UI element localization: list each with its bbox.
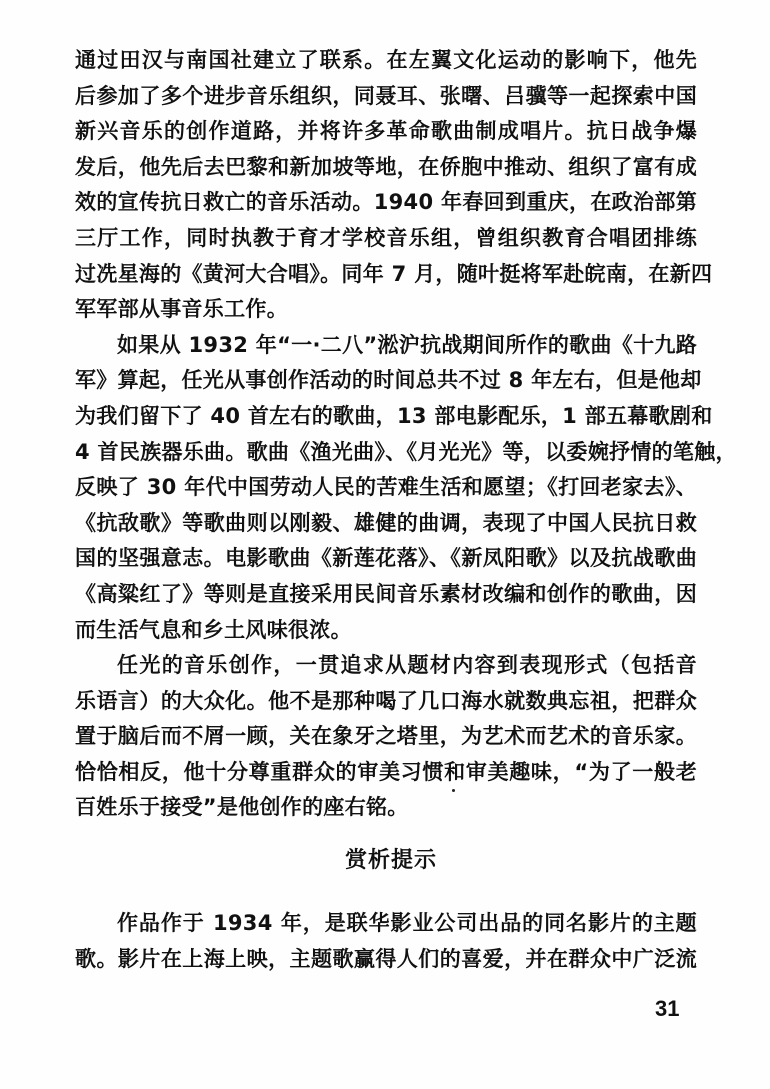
text-line: 新兴音乐的创作道路，并将许多革命歌曲制成唱片。抗日战争爆 [75,119,697,144]
text-line: 通过田汉与南国社建立了联系。在左翼文化运动的影响下，他先 [75,48,697,72]
text-line: 任光的音乐创作，一贯追求从题材内容到表现形式（包括音 [117,653,697,678]
biography-text [75,43,737,826]
paragraph-1 [75,43,713,328]
text-line: 4 首民族器乐曲。歌曲《渔光曲》、《月光光》等，以委婉抒情的笔触， [75,439,737,464]
text-line: 为我们留下了 40 首左右的歌曲，13 部电影配乐，1 部五幕歌剧和 [75,403,713,428]
section-heading: 赏析提示 [344,848,437,873]
paragraph-3 [75,648,697,826]
paragraph-2 [75,328,737,648]
text-line: 三厅工作，同时执教于育才学校音乐组，曾组织教育合唱团排练 [75,225,697,250]
text-line: 《抗敌歌》等歌曲则以刚毅、雄健的曲调，表现了中国人民抗日救 [75,510,697,535]
text-line: 乐语言）的大众化。他不是那种喝了几口海水就数典忘祖，把群众 [75,688,697,713]
text-line: 恰恰相反，他十分尊重群众的审美习惯和审美趣味，“为了一般老 [75,759,697,784]
text-line: 作品作于 1934 年，是联华影业公司出品的同名影片的主题 [117,911,697,935]
page-number: 31 [655,996,680,1021]
text-line: 歌。影片在上海上映，主题歌赢得人们的喜爱，并在群众中广泛流 [75,947,697,971]
text-line: 过冼星海的《黄河大合唱》。同年 7 月，随叶挺将军赴皖南，在新四 [75,261,713,286]
text-line: 《高粱红了》等则是直接采用民间音乐素材改编和创作的歌曲，因 [75,581,697,606]
text-line: 而生活气息和乡土风味很浓。 [75,617,352,642]
text-line: 国的坚强意志。电影歌曲《新莲花落》、《新凤阳歌》以及抗战歌曲 [75,546,697,571]
text-line: 后参加了多个进步音乐组织，同聂耳、张曙、吕骥等一起探索中国 [75,83,697,108]
text-line: 发后，他先后去巴黎和新加坡等地，在侨胞中推动、组织了富有成 [75,154,697,179]
text-line: 如果从 1932 年“一·二八”淞沪抗战期间所作的歌曲《十九路 [117,332,697,357]
text-line: 效的宣传抗日救亡的音乐活动。1940 年春回到重庆，在政治部第 [75,190,697,215]
text-line: 反映了 30 年代中国劳动人民的苦难生活和愿望；《打回老家去》、 [75,475,697,500]
print-speck [452,789,455,792]
text-line: 军》算起，任光从事创作活动的时间总共不过 8 年左右，但是他却 [75,368,702,393]
text-line: 置于脑后而不屑一顾，关在象牙之塔里，为艺术而艺术的音乐家。 [75,724,697,749]
text-line: 军军部从事音乐工作。 [75,297,288,322]
text-line: 百姓乐于接受”是他创作的座右铭。 [75,795,409,820]
analysis-text [75,905,697,977]
